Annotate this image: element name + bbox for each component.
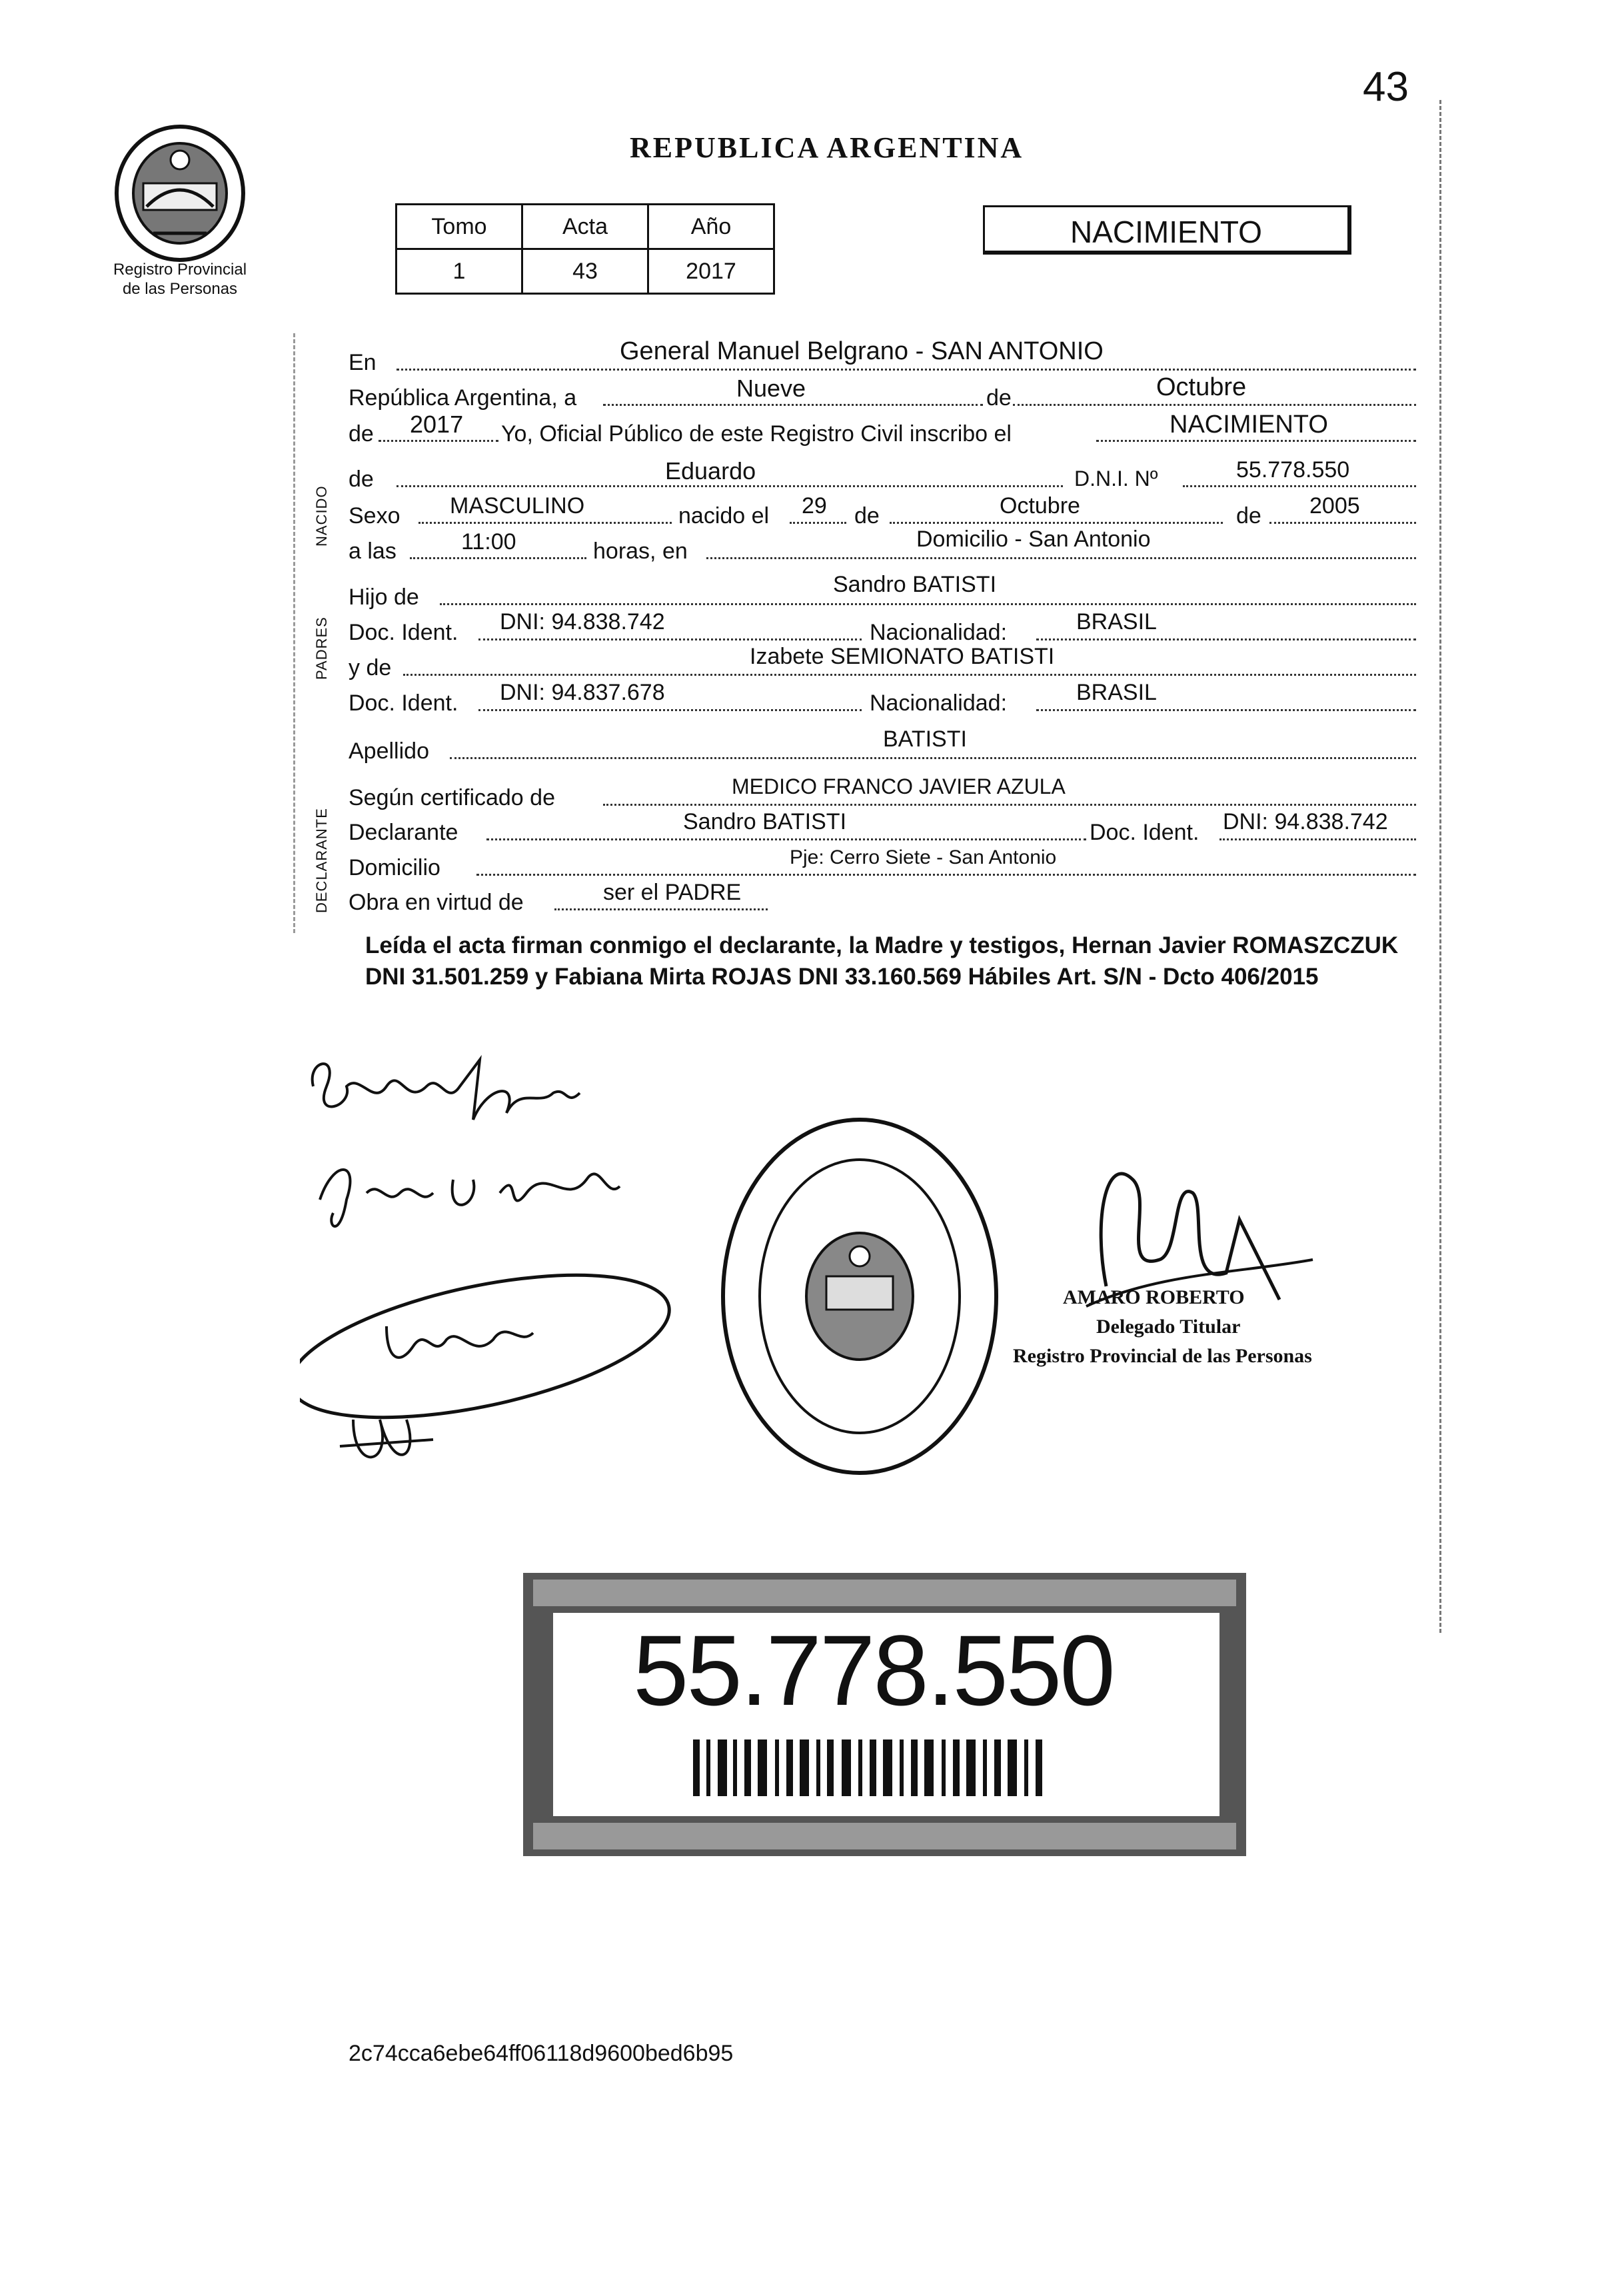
mother-doc-label: Doc. Ident. [349,690,458,716]
de-year2-label: de [1236,503,1261,529]
inscribo-value: NACIMIENTO [1170,411,1328,439]
dotted-line [450,757,1416,759]
closing-note: Leída el acta firman conmigo el declarante, la Madre y testigos, Hernan Javier ROMASZCZUK DNI 31.501.259 y Fabiana Mirta ROJAS DNI 33.160.569 Hábiles Art. S/N - Dcto 406/2015 [365,932,1399,990]
dni-label: D.N.I. Nº [1074,467,1158,491]
sexo-label: Sexo [349,503,400,529]
month-value: Octubre [1156,373,1247,401]
birth-day: 29 [802,493,827,519]
dotted-line [403,674,1416,676]
acta-type-box: NACIMIENTO [983,205,1351,255]
dotted-line [440,603,1416,605]
delegate-role: Delegado Titular [1096,1316,1241,1338]
dotted-line [478,638,862,640]
dotted-line [1269,522,1416,524]
declarante-value: Sandro BATISTI [683,809,847,834]
table-header-anio: Año [648,205,774,249]
barcode-number: 55.778.550 [633,1614,1114,1726]
table-value-anio: 2017 [648,249,774,294]
delegate-block [1013,1283,1312,1371]
de-year-label: de [349,421,374,447]
dotted-line [1013,404,1416,406]
right-margin-line [1439,100,1441,1633]
en-label: En [349,350,377,375]
de-label: de [986,385,1012,411]
certificado-label: Según certificado de [349,785,555,810]
yo-text: Yo, Oficial Público de este Registro Civil inscribo el [501,421,1012,447]
dotted-line [603,404,983,406]
obra-label: Obra en virtud de [349,890,524,915]
day-value: Nueve [736,375,806,402]
sexo-value: MASCULINO [450,493,585,519]
dotted-line [1219,838,1416,840]
decl-doc-label: Doc. Ident. [1090,820,1200,845]
birth-year: 2005 [1309,493,1360,519]
y-de-label: y de [349,655,392,680]
dotted-line [486,838,1086,840]
side-label-nacido: NACIDO [313,485,330,547]
delegate-name: AMARO ROBERTO [1063,1286,1245,1308]
table-value-acta: 43 [522,249,648,294]
table-header-tomo: Tomo [397,205,522,249]
dotted-line [476,874,1416,876]
document-hash: 2c74cca6ebe64ff06118d9600bed6b95 [349,2041,734,2066]
certificado-value: MEDICO FRANCO JAVIER AZULA [732,774,1066,798]
apellido-label: Apellido [349,738,429,764]
document-title: REPUBLICA ARGENTINA [630,131,1024,164]
horas-label: horas, en [593,539,688,564]
dotted-line [410,557,586,559]
handwritten-signatures [300,1046,713,1473]
dotted-line [603,804,1416,806]
registry-table [395,203,775,295]
hijo-label: Hijo de [349,584,419,610]
dotted-line [1036,638,1416,640]
dotted-line [418,522,672,524]
a-las-label: a las [349,539,397,564]
dotted-line [379,440,498,442]
republica-label: República Argentina, a [349,385,577,411]
decl-doc-value: DNI: 94.838.742 [1223,809,1388,834]
domicilio-value: Pje: Cerro Siete - San Antonio [790,846,1057,868]
name-value: Eduardo [665,457,756,485]
logo-caption-line1: Registro Provincial [113,261,247,279]
dotted-line [1183,485,1416,487]
dotted-line [890,522,1223,524]
province-seal-logo [107,120,253,273]
de-birth-label: de [854,503,880,529]
domicilio-label: Domicilio [349,855,440,880]
logo-caption [80,260,280,299]
official-stamp [713,1110,1006,1483]
dotted-line [478,709,862,711]
dotted-line [1096,440,1416,442]
side-label-declarante: DECLARANTE [313,808,330,913]
left-margin-line [293,333,295,933]
delegate-office: Registro Provincial de las Personas [1013,1345,1312,1367]
father-doc-label: Doc. Ident. [349,620,458,645]
year-value: 2017 [410,411,464,438]
logo-caption-line2: de las Personas [122,280,238,298]
dni-value: 55.778.550 [1236,457,1350,483]
dotted-line [706,557,1416,559]
obra-value: ser el PADRE [603,880,742,905]
father-nat-label: Nacionalidad: [870,620,1008,645]
dotted-line [1036,709,1416,711]
apellido-value: BATISTI [883,726,967,752]
mother-value: Izabete SEMIONATO BATISTI [750,644,1055,669]
dotted-line [397,485,1063,487]
table-header-acta: Acta [522,205,648,249]
birth-month: Octubre [1000,493,1080,519]
dotted-line [790,522,846,524]
place-value: Domicilio - San Antonio [916,527,1151,552]
mother-doc: DNI: 94.837.678 [500,680,665,705]
side-label-padres: PADRES [313,616,330,680]
nacido-label: nacido el [678,503,770,529]
mother-nat-label: Nacionalidad: [870,690,1008,716]
dotted-line [397,369,1416,371]
father-nat: BRASIL [1076,609,1157,634]
page-number: 43 [1363,64,1409,110]
declarante-label: Declarante [349,820,458,845]
dotted-line [554,908,768,910]
de-name-label: de [349,467,374,492]
mother-nat: BRASIL [1076,680,1157,705]
hour-value: 11:00 [461,529,516,555]
table-value-tomo: 1 [397,249,522,294]
father-doc: DNI: 94.838.742 [500,609,665,634]
en-value: General Manuel Belgrano - SAN ANTONIO [620,337,1104,365]
father-value: Sandro BATISTI [833,572,997,597]
